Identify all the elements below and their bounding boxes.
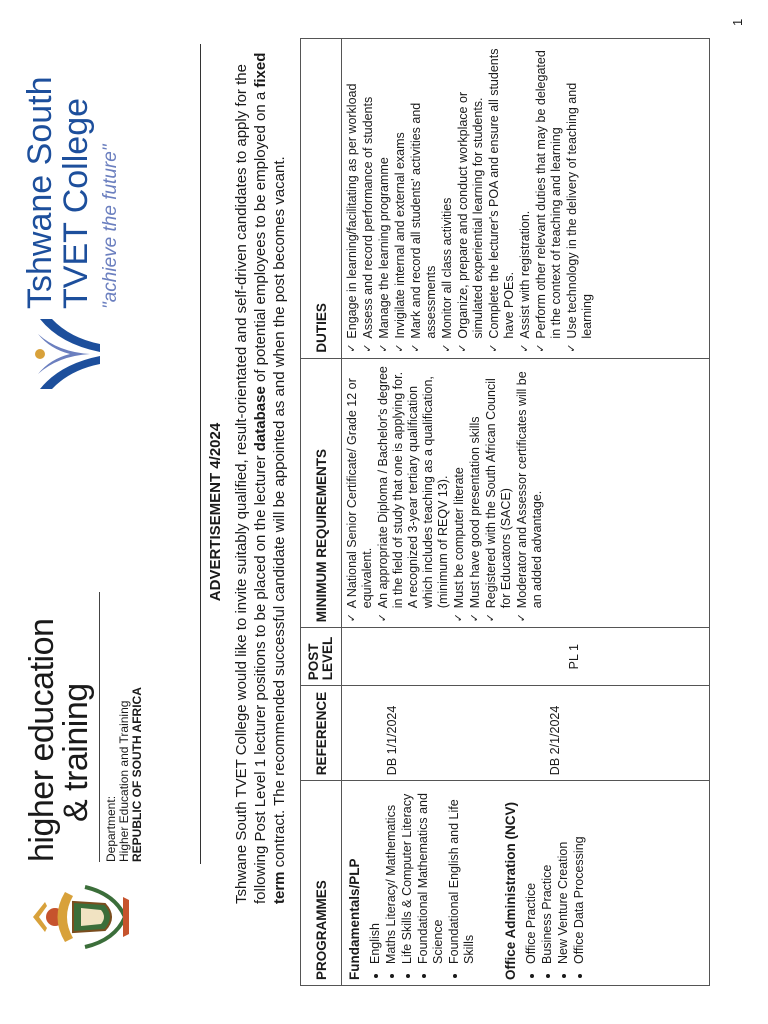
header-programmes: PROGRAMMES — [301, 781, 342, 986]
college-tagline: "achieve the future" — [100, 144, 121, 309]
list-item: • Maths Literacy/ Mathematics — [384, 786, 399, 964]
list-item: ✓ Perform other relevant duties that may be delegated in the context of teaching and learning — [534, 44, 564, 339]
list-item: ✓ A National Senior Certificate/ Grade 12 or equivalent. — [345, 364, 375, 609]
list-item: ✓ An appropriate Diploma / Bachelor's degree in the field of study that one is applying for. A recognized 3-year tertiary qualification which includes teaching as a qualification, (minimum of REQV 13). — [376, 364, 451, 609]
list-item: • Office Practice — [524, 786, 539, 964]
programme-list — [524, 786, 587, 980]
post-level-value: PL 1 — [567, 644, 581, 670]
list-item: ✓ Manage the learning programme — [377, 44, 392, 339]
advertisement-title: ADVERTISEMENT 4/2024 — [207, 422, 224, 602]
header-post-level: POST LEVEL — [301, 628, 342, 686]
list-item: ✓ Must be computer literate — [452, 364, 467, 609]
list-item: • Foundational English and Life Skills — [447, 786, 477, 964]
list-item: • Life Skills & Computer Literacy — [400, 786, 415, 964]
advertisement-intro: Tshwane South TVET College would like to invite suitably qualified, result-orientated and self-driven candidates to apply for the following Post Level 1 lecturer positions to be placed on the lecturer database of potential employees to be employed on a fixed term contract. The recommended successful candidate will be appointed as and when the post becomes vacant. — [233, 52, 288, 904]
list-item: ✓ Use technology in the delivery of teaching and learning — [565, 44, 595, 339]
reference-2: DB 2/1/2024 — [548, 705, 562, 776]
list-item: ✓ Assist with registration. — [518, 44, 533, 339]
reference-1: DB 1/1/2024 — [385, 705, 399, 776]
list-item: ✓ Must have good presentation skills — [468, 364, 483, 609]
header-duties: DUTIES — [301, 39, 342, 359]
programme-group-title: Fundamentals/PLP — [347, 858, 362, 980]
programme-list — [368, 786, 477, 980]
list-item: ✓ Complete the lecturer's POA and ensure all students have POEs. — [487, 44, 517, 339]
list-item: • Business Practice — [540, 786, 555, 964]
dhet-divider — [99, 592, 100, 862]
list-item: ✓ Engage in learning/facilitating as per workload — [345, 44, 360, 339]
requirements-list — [345, 364, 545, 623]
list-item: ✓ Assess and record performance of students — [361, 44, 376, 339]
list-item: ✓ Monitor all class activities — [440, 44, 455, 339]
reference-cell — [342, 686, 710, 781]
list-item: • New Venture Creation — [556, 786, 571, 964]
dhet-department: Department: Higher Education and Training REPUBLIC OF SOUTH AFRICA — [104, 687, 144, 862]
dhet-header — [25, 582, 145, 962]
table-row — [342, 39, 710, 986]
college-logo-icon — [30, 314, 110, 394]
programmes-cell — [342, 781, 710, 986]
requirements-cell — [342, 358, 710, 628]
list-item: ✓ Invigilate internal and external exams — [393, 44, 408, 339]
header-divider — [200, 44, 201, 864]
table-header-row — [301, 39, 342, 986]
list-item: • English — [368, 786, 383, 964]
programme-group-title: Office Administration (NCV) — [503, 801, 518, 980]
list-item: ✓ Mark and record all students' activities and assessments — [409, 44, 439, 339]
header-requirements: MINIMUM REQUIREMENTS — [301, 358, 342, 628]
duties-cell — [342, 39, 710, 359]
dhet-title: higher education & training — [23, 618, 95, 862]
header-reference: REFERENCE — [301, 686, 342, 781]
college-header — [22, 14, 142, 394]
list-item: ✓ Organize, prepare and conduct workplace or simulated experiential learning for students. — [456, 44, 486, 339]
duties-list — [345, 44, 595, 353]
page-number: 1 — [730, 18, 745, 26]
list-item: • Office Data Processing — [572, 786, 587, 964]
list-item: ✓ Moderator and Assessor certificates will be an added advantage. — [515, 364, 545, 609]
post-level-cell — [342, 628, 710, 686]
list-item: ✓ Registered with the South African Council for Educators (SACE) — [484, 364, 514, 609]
college-name: Tshwane South TVET College — [21, 76, 95, 309]
list-item: • Foundational Mathematics and Science — [416, 786, 446, 964]
coat-of-arms-icon — [25, 872, 135, 962]
positions-table — [300, 38, 710, 986]
